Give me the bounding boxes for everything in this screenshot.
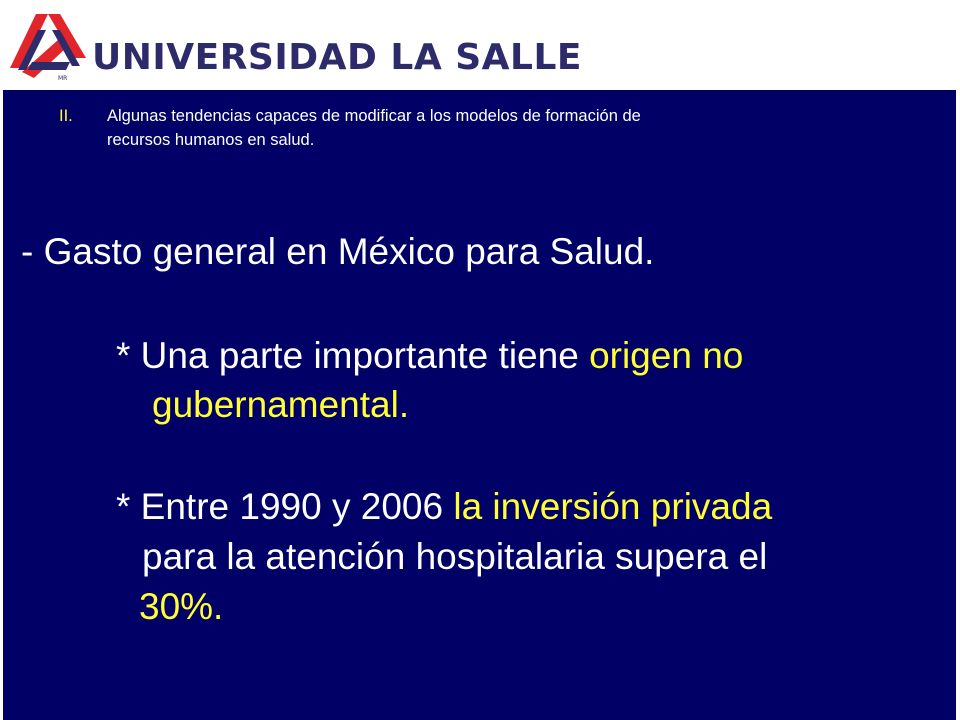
- bullet1-text: * Una parte importante tiene: [116, 335, 590, 376]
- bullet2-highlight: la inversión privada: [453, 486, 773, 527]
- slide-body: [3, 90, 956, 720]
- university-name: UNIVERSIDAD LA SALLE: [92, 37, 583, 78]
- subtitle-line2: recursos humanos en salud.: [107, 131, 315, 149]
- slide-header: [0, 0, 960, 90]
- bullet2-line2: para la atención hospitalaria supera el: [142, 536, 768, 577]
- logo-registered-mark: MR: [58, 75, 68, 82]
- bullet2-text: * Entre 1990 y 2006: [116, 486, 454, 527]
- bullet1-line1: [116, 334, 743, 378]
- subtitle-number: II.: [59, 107, 73, 125]
- slide-heading: - Gasto general en México para Salud.: [21, 231, 655, 272]
- la-salle-logo-icon: [8, 10, 88, 82]
- bullet1-highlight: origen no: [589, 335, 744, 376]
- slide-subtitle: [59, 104, 943, 152]
- bullet2-line1: [116, 485, 772, 529]
- subtitle-line1: Algunas tendencias capaces de modificar a los modelos de formación de: [107, 107, 641, 125]
- bullet2-line3: 30%.: [139, 586, 224, 627]
- bullet1-line2: gubernamental.: [152, 384, 410, 425]
